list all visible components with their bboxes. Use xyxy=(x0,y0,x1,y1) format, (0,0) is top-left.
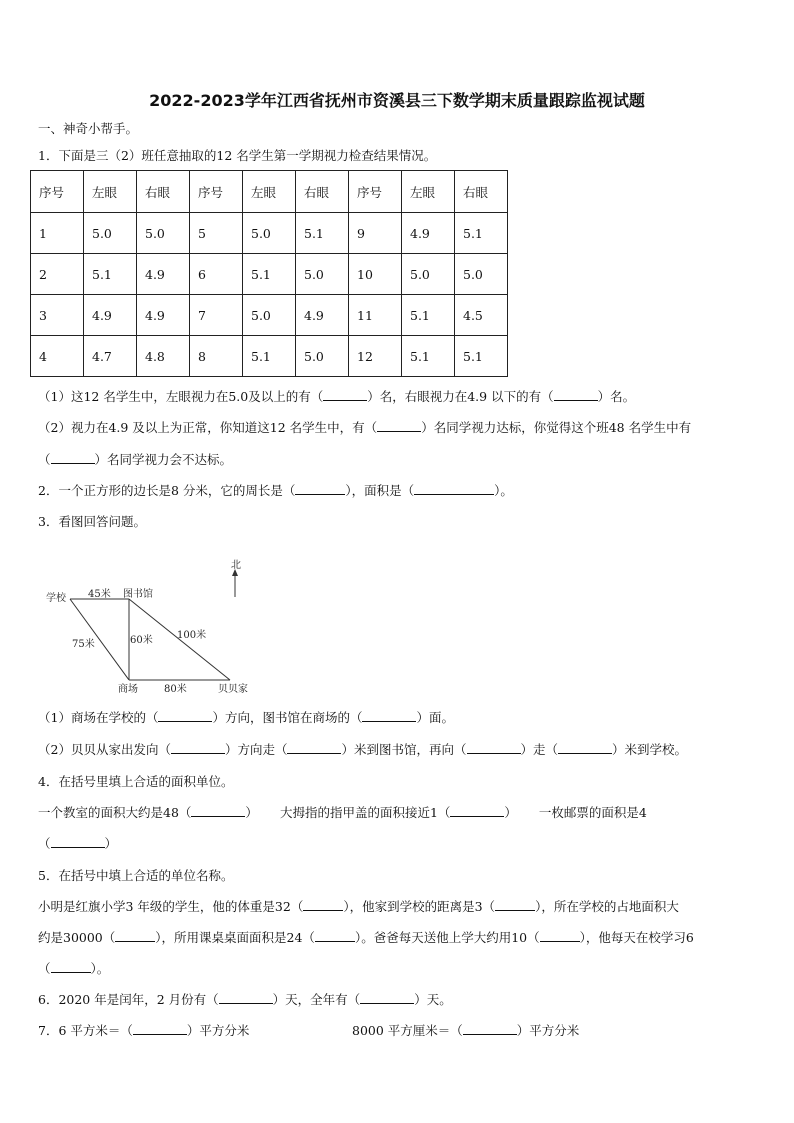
table-cell: 5.1 xyxy=(402,295,455,336)
table-cell: 6 xyxy=(190,254,243,295)
table-cell: 4 xyxy=(31,336,84,377)
table-cell: 4.7 xyxy=(84,336,137,377)
table-header-cell: 序号 xyxy=(190,171,243,213)
distance-library-mall: 60米 xyxy=(130,635,153,646)
question-7-part-1: 7．6 平方米＝（ ）平方分米 xyxy=(38,1023,250,1038)
table-cell: 5.0 xyxy=(455,254,508,295)
table-cell: 5.0 xyxy=(296,336,349,377)
table-cell: 5.0 xyxy=(243,295,296,336)
table-header-cell: 序号 xyxy=(31,171,84,213)
table-row xyxy=(31,295,508,336)
answer-blank[interactable] xyxy=(51,835,105,848)
question-3-intro: 3．看图回答问题。 xyxy=(38,514,146,529)
question-5-line-3: （ ）。 xyxy=(38,961,110,976)
table-cell: 5.1 xyxy=(243,254,296,295)
answer-blank[interactable] xyxy=(295,482,345,495)
answer-blank[interactable] xyxy=(554,388,598,401)
table-cell: 5.0 xyxy=(84,213,137,254)
table-cell: 4.9 xyxy=(84,295,137,336)
answer-blank[interactable] xyxy=(463,1022,517,1035)
distance-mall-home: 80米 xyxy=(164,684,187,695)
table-header-cell: 右眼 xyxy=(455,171,508,213)
answer-blank[interactable] xyxy=(362,709,416,722)
answer-blank[interactable] xyxy=(467,741,521,754)
table-header-cell: 左眼 xyxy=(84,171,137,213)
question-4-items-cont: （ ） xyxy=(38,836,118,851)
table-header-row xyxy=(31,171,508,213)
question-4-items: 一个教室的面积大约是48（ ） 大拇指的指甲盖的面积接近1（ ） 一枚邮票的面积是4 xyxy=(38,805,647,820)
table-cell: 12 xyxy=(349,336,402,377)
question-5-intro: 5．在括号中填上合适的单位名称。 xyxy=(38,868,234,883)
route-map-diagram xyxy=(40,555,270,700)
table-cell: 5 xyxy=(190,213,243,254)
question-5-line-1: 小明是红旗小学3 年级的学生，他的体重是32（ ），他家到学校的距离是3（ ），所在学校的占地面积大 xyxy=(38,899,679,914)
table-cell: 4.9 xyxy=(137,254,190,295)
answer-blank[interactable] xyxy=(315,929,355,942)
question-3-part-2: （2）贝贝从家出发向（ ）方向走（ ）米到图书馆，再向（ ）走（ ）米到学校。 xyxy=(38,742,688,757)
answer-blank[interactable] xyxy=(495,898,535,911)
table-cell: 5.1 xyxy=(455,213,508,254)
question-5-line-2: 约是30000（ ），所用课桌桌面面积是24（ ）。爸爸每天送他上学大约用10（ ），他每天在校学习6 xyxy=(38,930,694,945)
answer-blank[interactable] xyxy=(171,741,225,754)
question-2: 2．一个正方形的边长是8 分米，它的周长是（ ），面积是（ ）。 xyxy=(38,483,513,498)
distance-school-mall: 75米 xyxy=(72,639,95,650)
question-1-part-2-cont: （ ）名同学视力会不达标。 xyxy=(38,452,233,467)
section-heading: 一、神奇小帮手。 xyxy=(38,121,139,136)
answer-blank[interactable] xyxy=(51,451,95,464)
answer-blank[interactable] xyxy=(323,388,367,401)
vision-table xyxy=(30,170,508,377)
table-cell: 9 xyxy=(349,213,402,254)
answer-blank[interactable] xyxy=(303,898,343,911)
mall-label: 商场 xyxy=(118,684,138,695)
table-cell: 1 xyxy=(31,213,84,254)
table-cell: 4.9 xyxy=(296,295,349,336)
answer-blank[interactable] xyxy=(133,1022,187,1035)
question-4-intro: 4．在括号里填上合适的面积单位。 xyxy=(38,774,234,789)
answer-blank[interactable] xyxy=(360,991,414,1004)
table-row xyxy=(31,336,508,377)
answer-blank[interactable] xyxy=(414,482,494,495)
answer-blank[interactable] xyxy=(540,929,580,942)
question-6: 6．2020 年是闰年，2 月份有（ ）天，全年有（ ）天。 xyxy=(38,992,452,1007)
table-cell: 3 xyxy=(31,295,84,336)
question-1-intro: 1．下面是三（2）班任意抽取的12 名学生第一学期视力检查结果情况。 xyxy=(38,148,437,163)
table-cell: 10 xyxy=(349,254,402,295)
table-cell: 4.9 xyxy=(402,213,455,254)
page-title: 2022-2023学年江西省抚州市资溪县三下数学期末质量跟踪监视试题 xyxy=(149,91,645,110)
table-header-cell: 左眼 xyxy=(243,171,296,213)
table-cell: 11 xyxy=(349,295,402,336)
table-header-cell: 左眼 xyxy=(402,171,455,213)
table-cell: 2 xyxy=(31,254,84,295)
table-cell: 5.0 xyxy=(243,213,296,254)
table-header-cell: 序号 xyxy=(349,171,402,213)
table-cell: 5.1 xyxy=(84,254,137,295)
answer-blank[interactable] xyxy=(377,419,421,432)
table-cell: 4.9 xyxy=(137,295,190,336)
home-label: 贝贝家 xyxy=(218,684,248,695)
question-1-part-1: （1）这12 名学生中，左眼视力在5.0及以上的有（ ）名，右眼视力在4.9 以下的有（ ）名。 xyxy=(38,389,636,404)
table-cell: 4.8 xyxy=(137,336,190,377)
table-cell: 5.0 xyxy=(296,254,349,295)
library-label: 图书馆 xyxy=(123,589,153,600)
table-cell: 5.1 xyxy=(243,336,296,377)
distance-library-home: 100米 xyxy=(177,630,207,641)
answer-blank[interactable] xyxy=(558,741,612,754)
table-header-cell: 右眼 xyxy=(137,171,190,213)
table-header-cell: 右眼 xyxy=(296,171,349,213)
table-cell: 5.1 xyxy=(455,336,508,377)
answer-blank[interactable] xyxy=(287,741,341,754)
table-cell: 8 xyxy=(190,336,243,377)
table-cell: 4.5 xyxy=(455,295,508,336)
answer-blank[interactable] xyxy=(219,991,273,1004)
answer-blank[interactable] xyxy=(51,960,91,973)
question-1-part-2: （2）视力在4.9 及以上为正常，你知道这12 名学生中，有（ ）名同学视力达标，你觉得这个班48 名学生中有 xyxy=(38,420,692,435)
distance-school-library: 45米 xyxy=(88,589,111,600)
table-row xyxy=(31,213,508,254)
answer-blank[interactable] xyxy=(158,709,212,722)
question-3-part-1: （1）商场在学校的（ ）方向，图书馆在商场的（ ）面。 xyxy=(38,710,454,725)
table-cell: 5.0 xyxy=(402,254,455,295)
answer-blank[interactable] xyxy=(115,929,155,942)
table-cell: 7 xyxy=(190,295,243,336)
school-label: 学校 xyxy=(46,593,66,604)
north-label: 北 xyxy=(231,560,241,571)
table-cell: 5.1 xyxy=(296,213,349,254)
table-cell: 5.1 xyxy=(402,336,455,377)
question-7-part-2: 8000 平方厘米＝（ ）平方分米 xyxy=(352,1023,580,1038)
answer-blank[interactable] xyxy=(191,804,245,817)
table-cell: 5.0 xyxy=(137,213,190,254)
answer-blank[interactable] xyxy=(450,804,504,817)
table-row xyxy=(31,254,508,295)
